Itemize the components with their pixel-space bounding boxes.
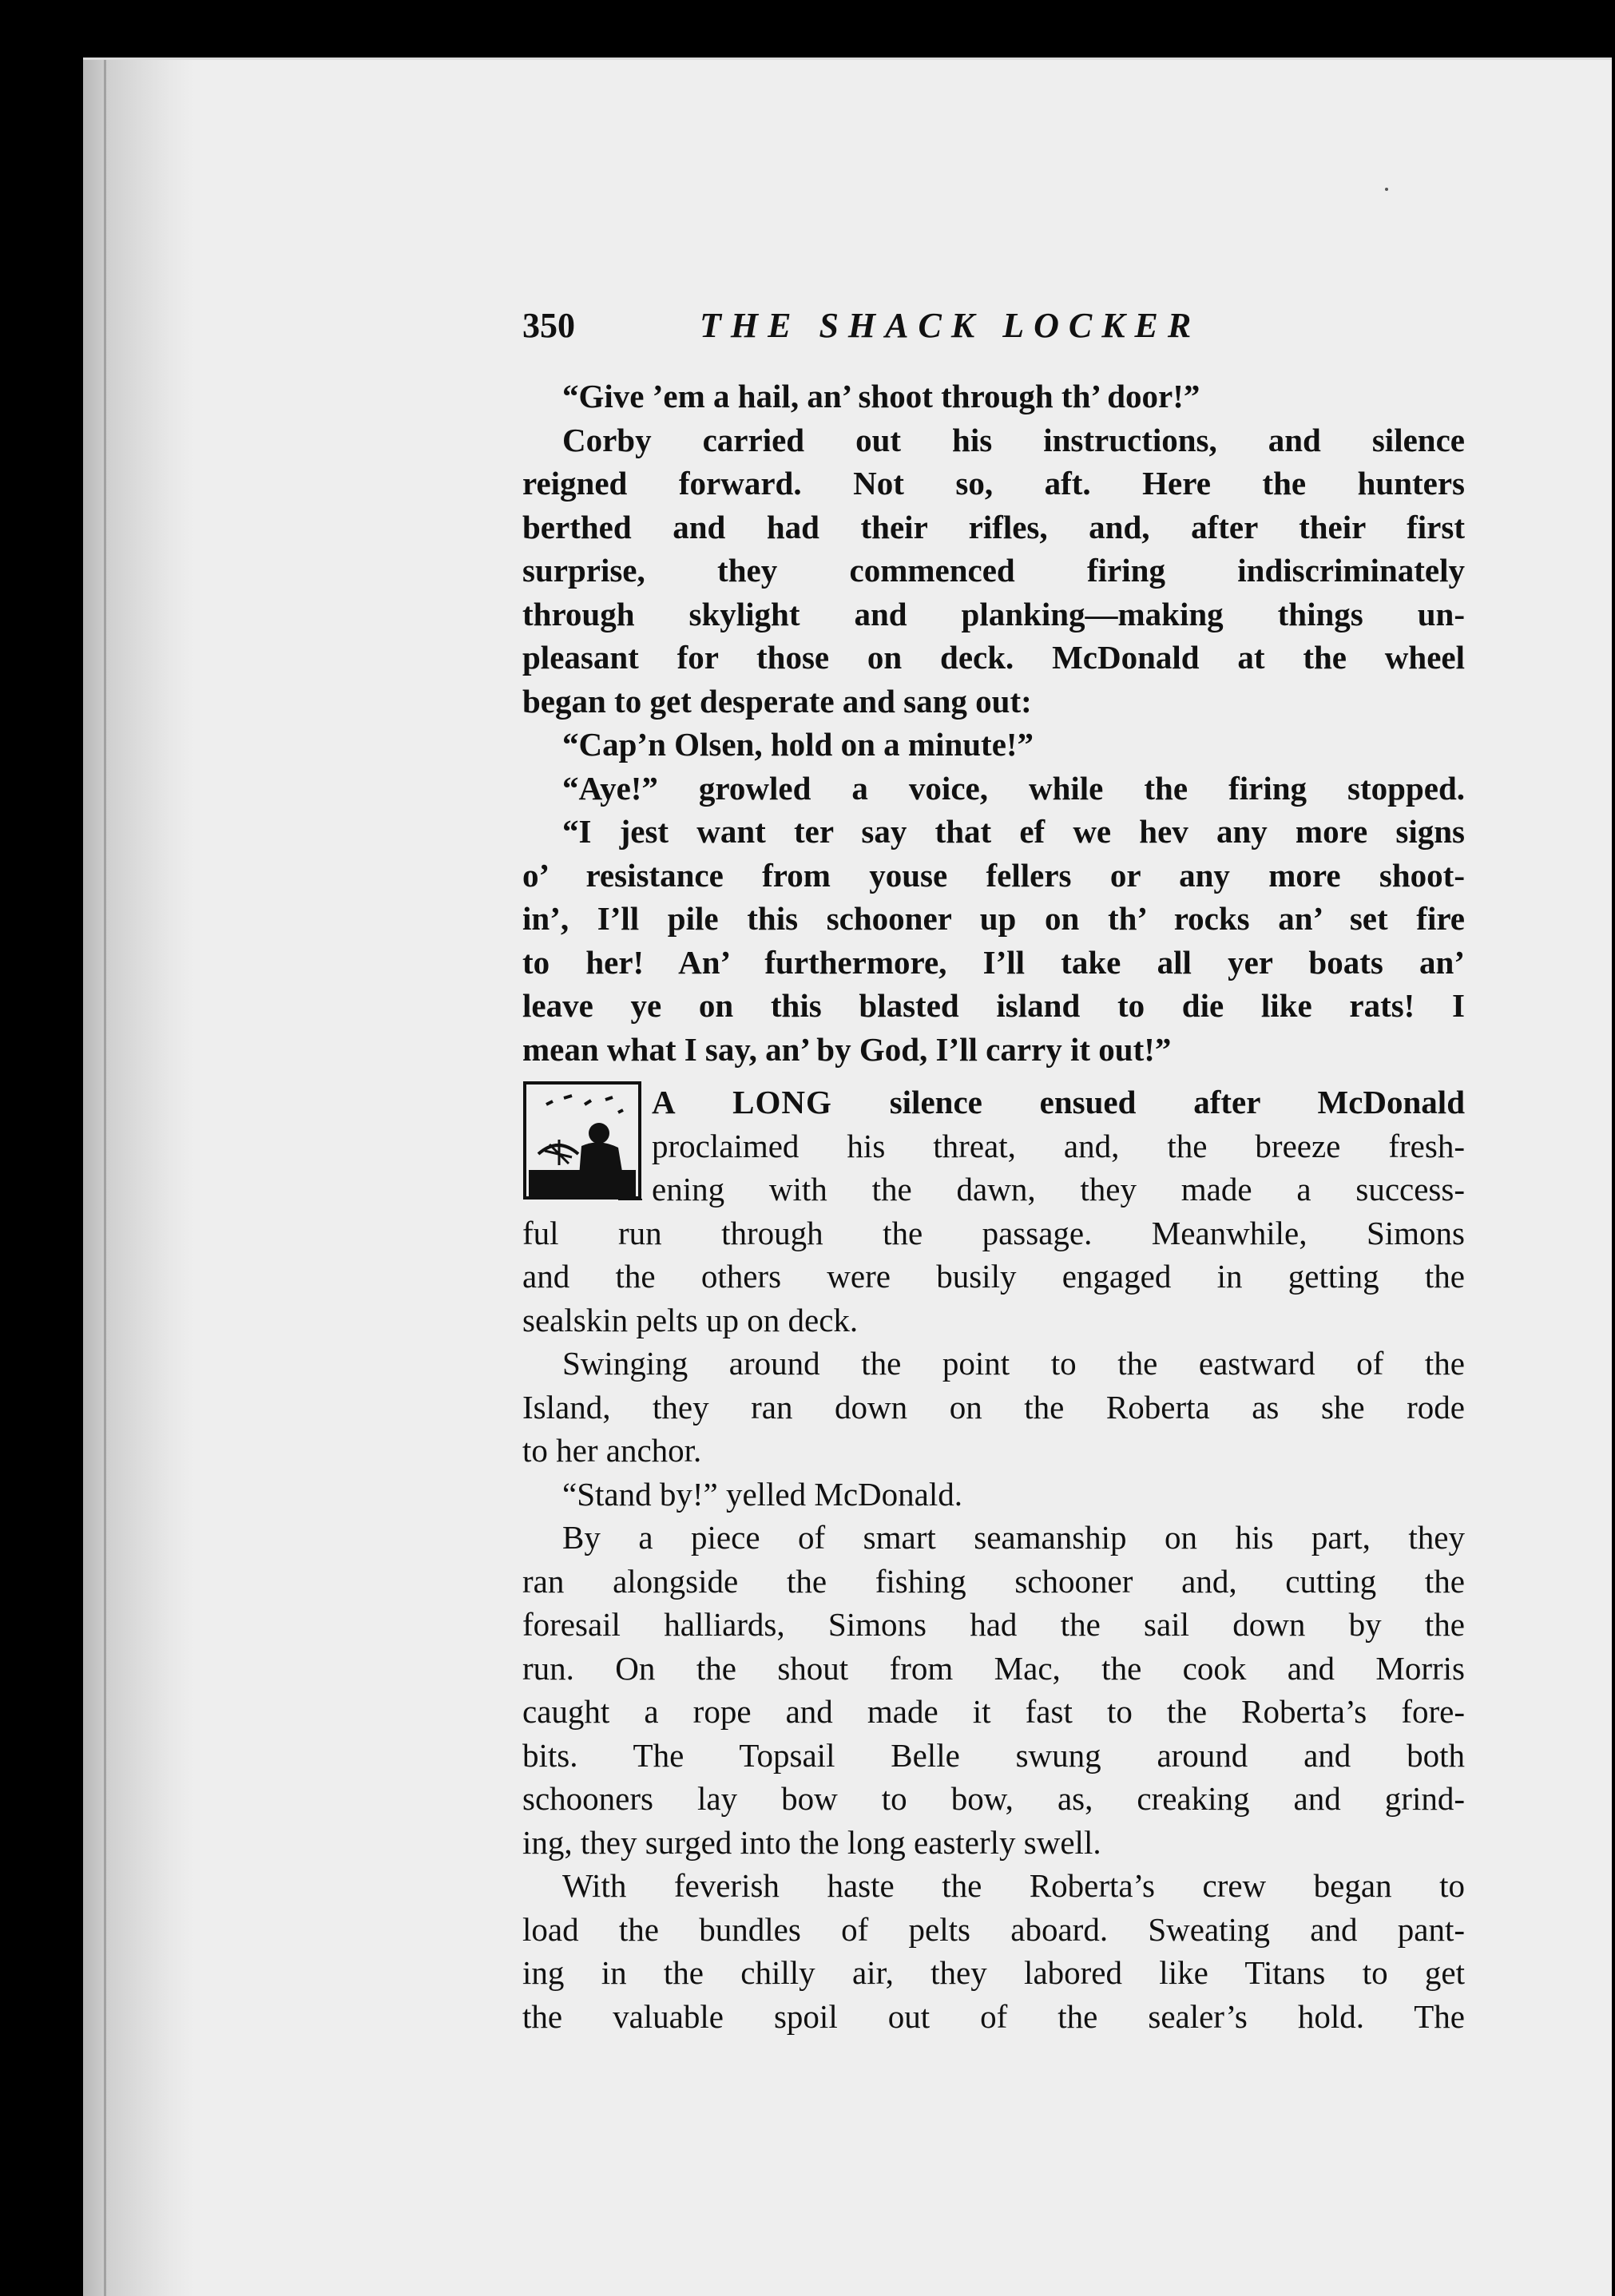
text-line: foresail halliards, Simons had the sail down by the [522,1606,1465,1643]
text-line: caught a rope and made it fast to the Roberta’s fore- [522,1693,1465,1730]
paragraph-9 [522,1516,1465,1864]
text-line: reigned forward. Not so, aft. Here the hunters [522,465,1465,502]
text-line: ful run through the passage. Meanwhile, Simons [522,1214,1465,1251]
paragraph-4 [522,767,1465,811]
text-line: schooners lay bow to bow, as, creaking and grind- [522,1780,1465,1817]
paragraph-3 [522,723,1465,767]
text-line: ran alongside the fishing schooner and, cutting the [522,1562,1465,1600]
text-line: run. On the shout from Mac, the cook and Morris [522,1649,1465,1687]
book-page [83,57,1612,2296]
text-line: “Stand by!” yelled McDonald. [562,1475,962,1513]
text-line: began to get desperate and sang out: [522,682,1032,720]
text-line: ing, they surged into the long easterly swell. [522,1823,1101,1861]
text-line: berthed and had their rifles, and, after their first [522,508,1465,545]
paragraph-8 [522,1473,1465,1517]
text-line: surprise, they commenced firing indiscriminately [522,552,1465,589]
spine-crease [104,60,106,2296]
text-line: Island, they ran down on the Roberta as she rode [522,1388,1465,1426]
spine-shadow [83,60,195,2296]
page-text [522,299,1465,2038]
drop-lead: A LONG [652,1084,832,1120]
text-line: “Cap’n Olsen, hold on a minute!” [562,726,1034,763]
text-line: leave ye on this blasted island to die like rats! I [522,987,1465,1024]
text-line: o’ resistance from youse fellers or any more shoot- [522,856,1465,894]
text-line: sealskin pelts up on deck. [522,1301,859,1338]
text-line: bits. The Topsail Belle swung around and both [522,1736,1465,1774]
running-head [522,299,1465,355]
text-line: proclaimed his threat, and, the breeze fresh- [652,1127,1465,1164]
text-line: “Aye!” growled a voice, while the firing stopped. [562,769,1465,807]
text-line: “I jest want ter say that ef we hev any more signs [562,813,1465,850]
text-line: ing in the chilly air, they labored like Titans to get [522,1954,1465,1991]
text-line: mean what I say, an’ by God, I’ll carry it out!” [522,1030,1172,1068]
text-line: and the others were busily engaged in getting the [522,1258,1465,1295]
text-line: By a piece of smart seamanship on his part, they [562,1519,1465,1556]
text-line: the valuable spoil out of the sealer’s hold. The [522,1997,1465,2035]
text-line: to her anchor. [522,1432,702,1469]
book-title: THE SHACK LOCKER [700,306,1201,345]
paragraph-2 [522,418,1465,724]
text-line: ening with the dawn, they made a success- [652,1171,1465,1207]
drop-paragraph [522,1081,1465,1342]
text-line: “Give ’em a hail, an’ shoot through th’ door!” [562,378,1200,414]
text-line: to her! An’ furthermore, I’ll take all yer boats an’ [522,943,1465,981]
page-number: 350 [522,306,575,345]
text-line [522,1081,1465,1124]
paragraph-1 [522,375,1465,418]
paragraph-5 [522,810,1465,1071]
text-line: load the bundles of pelts aboard. Sweating and pant- [522,1910,1465,1948]
scan-speck [1385,188,1388,191]
text-line: pleasant for those on deck. McDonald at the wheel [522,639,1465,676]
text-line: Swinging around the point to the eastward of the [562,1345,1465,1382]
sailor-at-wheel-vignette-icon [522,1081,642,1200]
drop-line-rest: silence ensued after McDonald [831,1084,1465,1120]
text-line: through skylight and planking—making things un- [522,595,1465,632]
paragraph-10 [522,1864,1465,2038]
text-line: in’, I’ll pile this schooner up on th’ rocks an’ set fire [522,900,1465,937]
paragraph-7 [522,1342,1465,1473]
text-line: Corby carried out his instructions, and silence [562,421,1465,458]
text-line: With feverish haste the Roberta’s crew began to [562,1867,1465,1904]
